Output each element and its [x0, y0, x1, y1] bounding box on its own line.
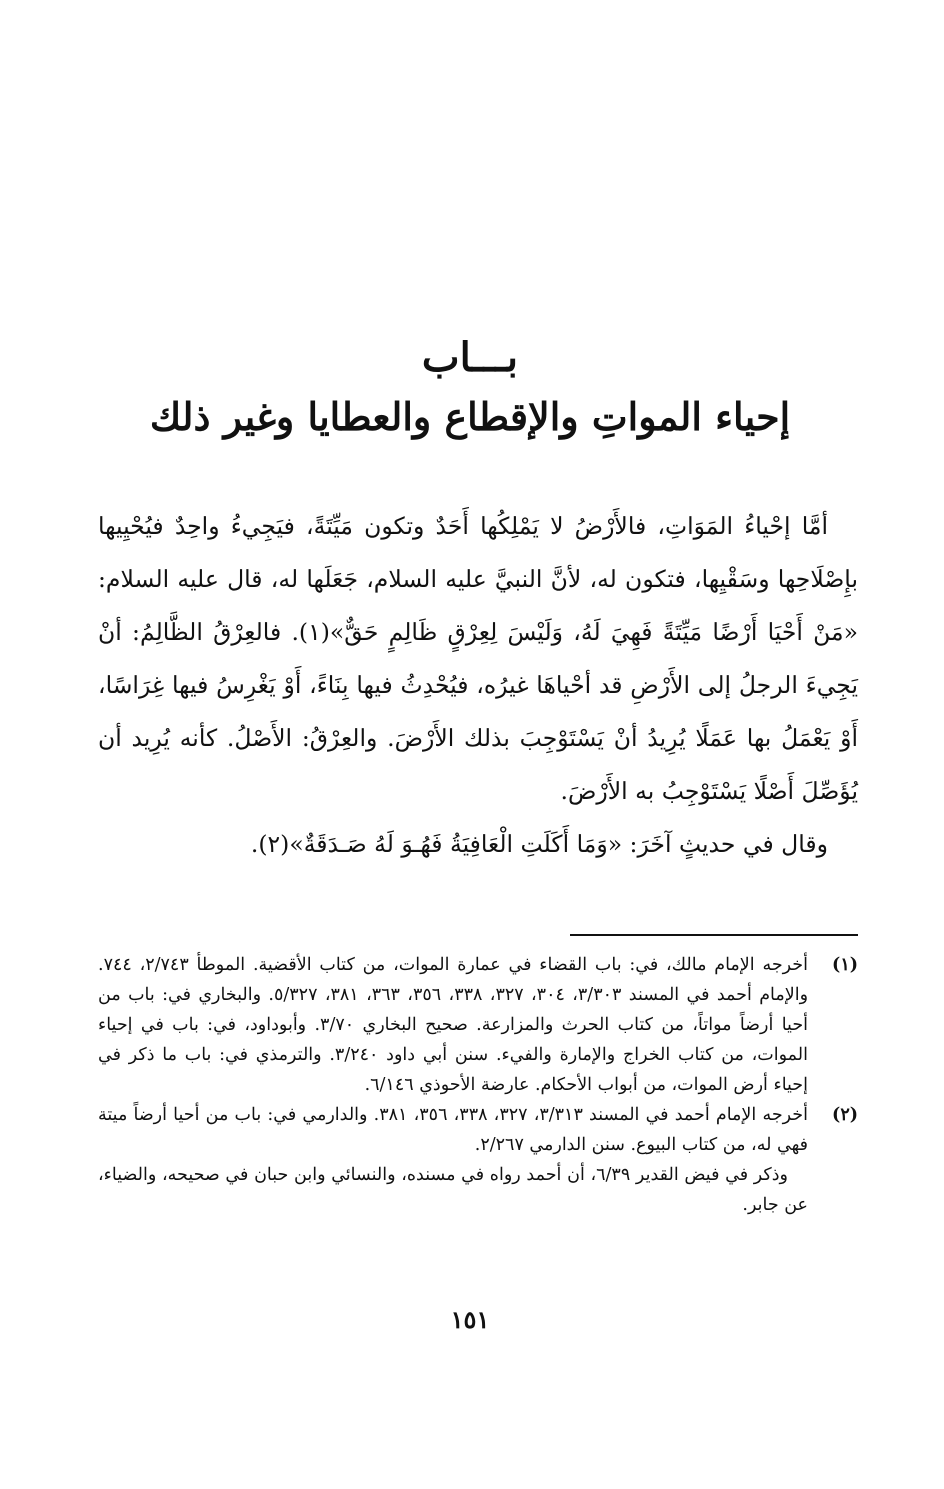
footnote-continuation: وذكر في فيض القدير ٦/٣٩، أن أحمد رواه في مسنده، والنسائي وابن حبان في صحيحه، والضياء، عن جابر.	[98, 1165, 808, 1215]
footnote	[98, 950, 858, 1100]
body-text	[98, 500, 858, 871]
chapter-label: بـــاب	[421, 334, 519, 381]
chapter-heading	[120, 330, 820, 448]
paragraph: وقال في حديثٍ آخَرَ: «وَمَا أَكَلَتِ الْعَافِيَةُ فَهُـوَ لَهُ صَـدَقَةٌ»(٢).	[250, 830, 828, 858]
paragraph: أمَّا إحْياءُ المَوَاتِ، فالأَرْضُ لا يَمْلِكُها أَحَدٌ وتكون مَيِّتَةً، فيَجِيءُ واحِدٌ فيُحْيِيها بإِصْلَاحِها وسَقْيِها، فتكون له، لأنَّ النبيَّ عليه السلام، جَعَلَها له، قال عليه السلام: «مَنْ أَحْيَا أَرْضًا مَيِّتَةً فَهِيَ لَهُ، وَلَيْسَ لِعِرْقٍ ظَالِمٍ حَقٌّ»(١). فالعِرْقُ الظَّالِمُ: أنْ يَجِيءَ الرجلُ إلى الأَرْضِ قد أحْياهَا غيرُه، فيُحْدِثُ فيها بِنَاءً، أَوْ يَغْرِسُ فيها غِرَاسًا، أَوْ يَعْمَلُ بها عَمَلًا يُرِيدُ أنْ يَسْتَوْجِبَ بذلك الأَرْضَ. والعِرْقُ: الأَصْلُ. كأنه يُرِيد أن يُؤَصِّلَ أَصْلًا يَسْتَوْجِبُ به الأَرْضَ.	[98, 512, 858, 805]
footnote-number: (٢)	[832, 1105, 858, 1125]
footnote	[98, 1100, 858, 1160]
page-number: ١٥١	[450, 1305, 490, 1334]
footnote-divider	[570, 934, 858, 936]
footnote-text: أخرجه الإمام أحمد في المسند ٣/٣١٣، ٣٢٧، ٣٣٨، ٣٥٦، ٣٨١. والدارمي في: باب من أحيا أرضاً ميتة فهي له، من كتاب البيوع. سنن الدارمي ٢/٢٦٧.	[98, 1105, 808, 1155]
chapter-title: إحياء المواتِ والإقطاع والعطايا وغير ذلك	[149, 394, 791, 439]
footnote-number: (١)	[832, 955, 858, 975]
footnotes	[98, 950, 858, 1220]
footnote-text: أخرجه الإمام مالك، في: باب القضاء في عمارة الموات، من كتاب الأقضية. الموطأ ٢/٧٤٣، ٧٤٤. والإمام أحمد في المسند ٣/٣٠٣، ٣٠٤، ٣٢٧، ٣٣٨، ٣٥٦، ٣٦٣، ٣٨١، ٥/٣٢٧. والبخاري في: باب من أحيا أرضاً مواتاً، من كتاب الحرث والمزارعة. صحيح البخاري ٣/٧٠. وأبوداود، في: باب في إحياء الموات، من كتاب الخراج والإمارة والفيء. سنن أبي داود ٣/٢٤٠. والترمذي في: باب ما ذكر في إحياء أرض الموات، من أبواب الأحكام. عارضة الأحوذي ٦/١٤٦.	[98, 955, 809, 1095]
